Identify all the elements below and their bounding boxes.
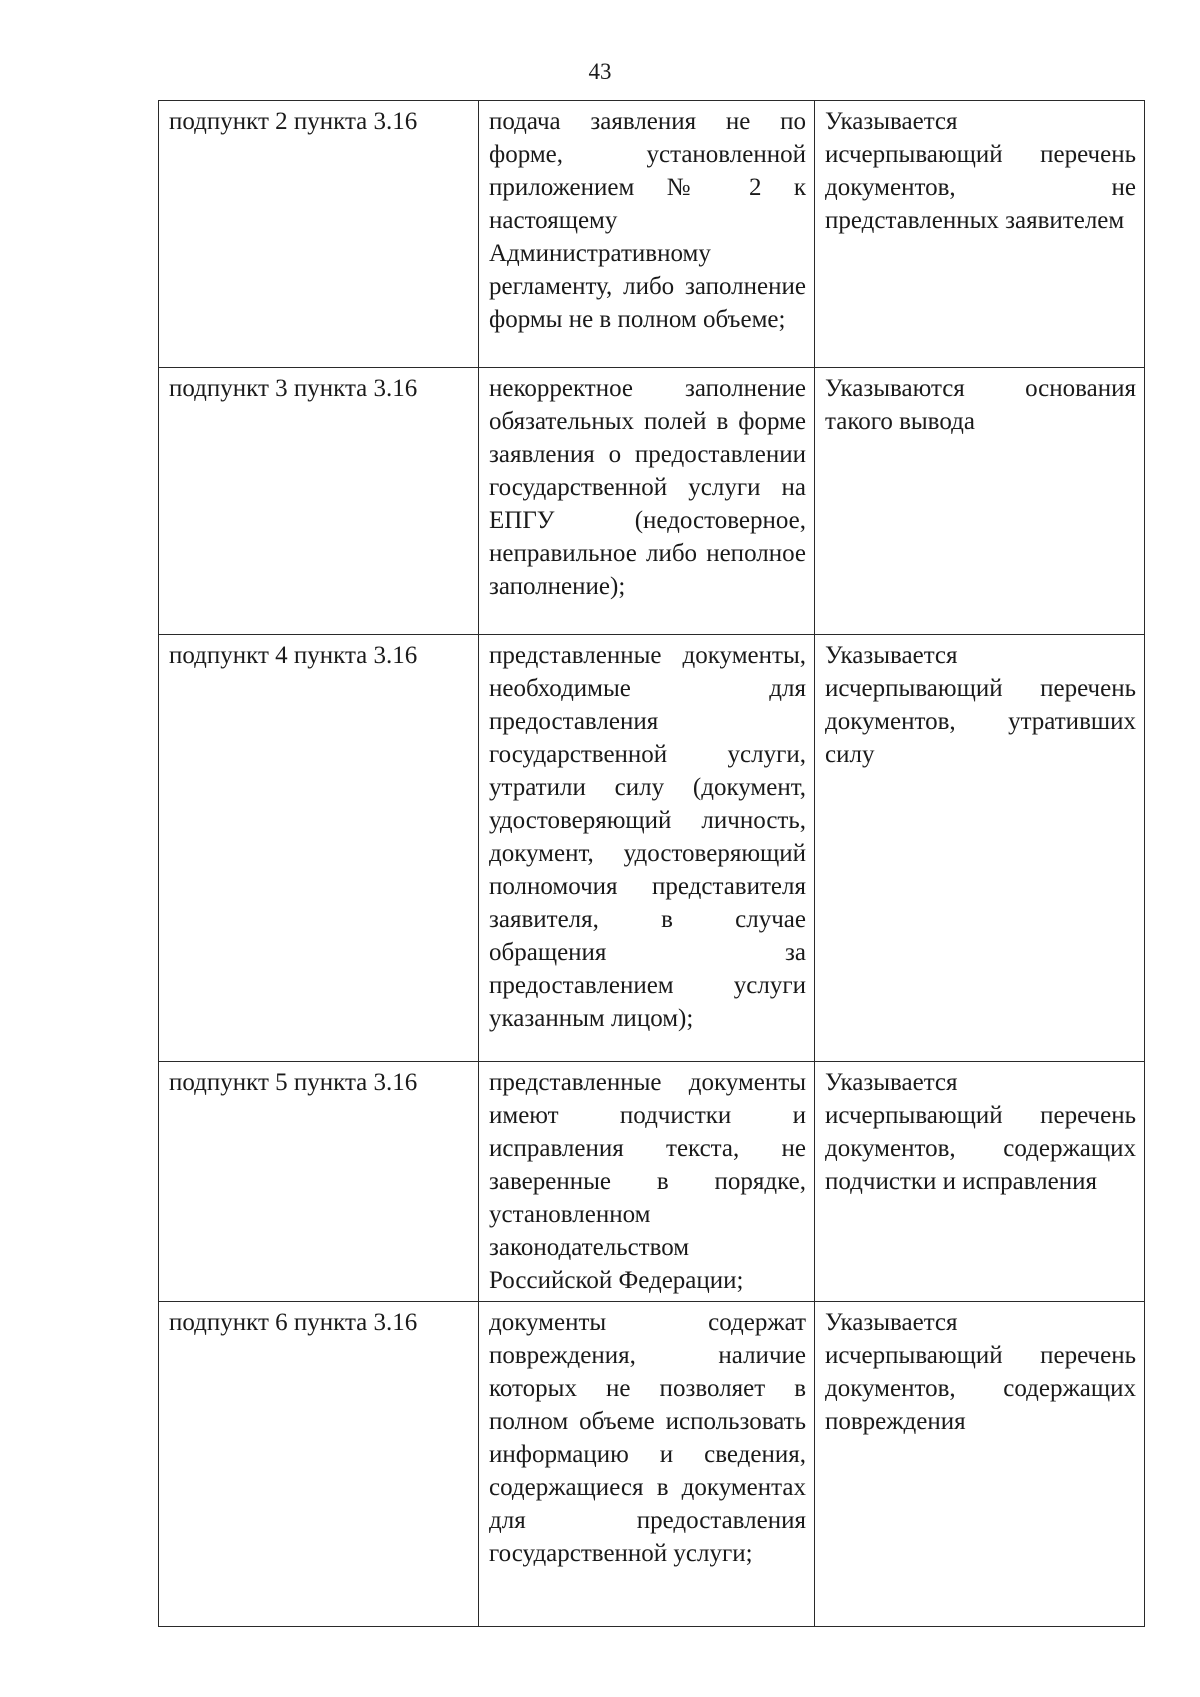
- table-row: [159, 368, 1145, 635]
- grounds-table: [158, 100, 1145, 1627]
- refusal-ground: документы содержат повреждения, наличие которых не позволяет в полном объеме использовать информацию и сведения, содержащиеся в документах для предоставления государственной услуги;: [479, 1302, 815, 1627]
- page-number: 43: [588, 59, 612, 84]
- explanation: Указывается исчерпывающий перечень документов, содержащих повреждения: [815, 1302, 1145, 1627]
- refusal-ground: подача заявления не по форме, установленной приложением № 2 к настоящему Административному регламенту, либо заполнение формы не в полном объеме;: [479, 101, 815, 368]
- refusal-ground: представленные документы имеют подчистки и исправления текста, не заверенные в порядке, установленном законодательством Российской Федерации;: [479, 1062, 815, 1302]
- table-row: [159, 1062, 1145, 1302]
- table-row: [159, 635, 1145, 1062]
- clause-reference: подпункт 4 пункта 3.16: [159, 635, 479, 1062]
- clause-reference: подпункт 3 пункта 3.16: [159, 368, 479, 635]
- table-row: [159, 101, 1145, 368]
- refusal-ground: представленные документы, необходимые для предоставления государственной услуги, утратили силу (документ, удостоверяющий личность, документ, удостоверяющий полномочия представителя заявителя, в случае обращения за предоставлением услуги указанным лицом);: [479, 635, 815, 1062]
- explanation: Указывается исчерпывающий перечень документов, утративших силу: [815, 635, 1145, 1062]
- table-row: [159, 1302, 1145, 1627]
- explanation: Указываются основания такого вывода: [815, 368, 1145, 635]
- refusal-ground: некорректное заполнение обязательных полей в форме заявления о предоставлении государственной услуги на ЕПГУ (недостоверное, неправильное либо неполное заполнение);: [479, 368, 815, 635]
- clause-reference: подпункт 2 пункта 3.16: [159, 101, 479, 368]
- clause-reference: подпункт 6 пункта 3.16: [159, 1302, 479, 1627]
- explanation: Указывается исчерпывающий перечень документов, не представленных заявителем: [815, 101, 1145, 368]
- clause-reference: подпункт 5 пункта 3.16: [159, 1062, 479, 1302]
- explanation: Указывается исчерпывающий перечень документов, содержащих подчистки и исправления: [815, 1062, 1145, 1302]
